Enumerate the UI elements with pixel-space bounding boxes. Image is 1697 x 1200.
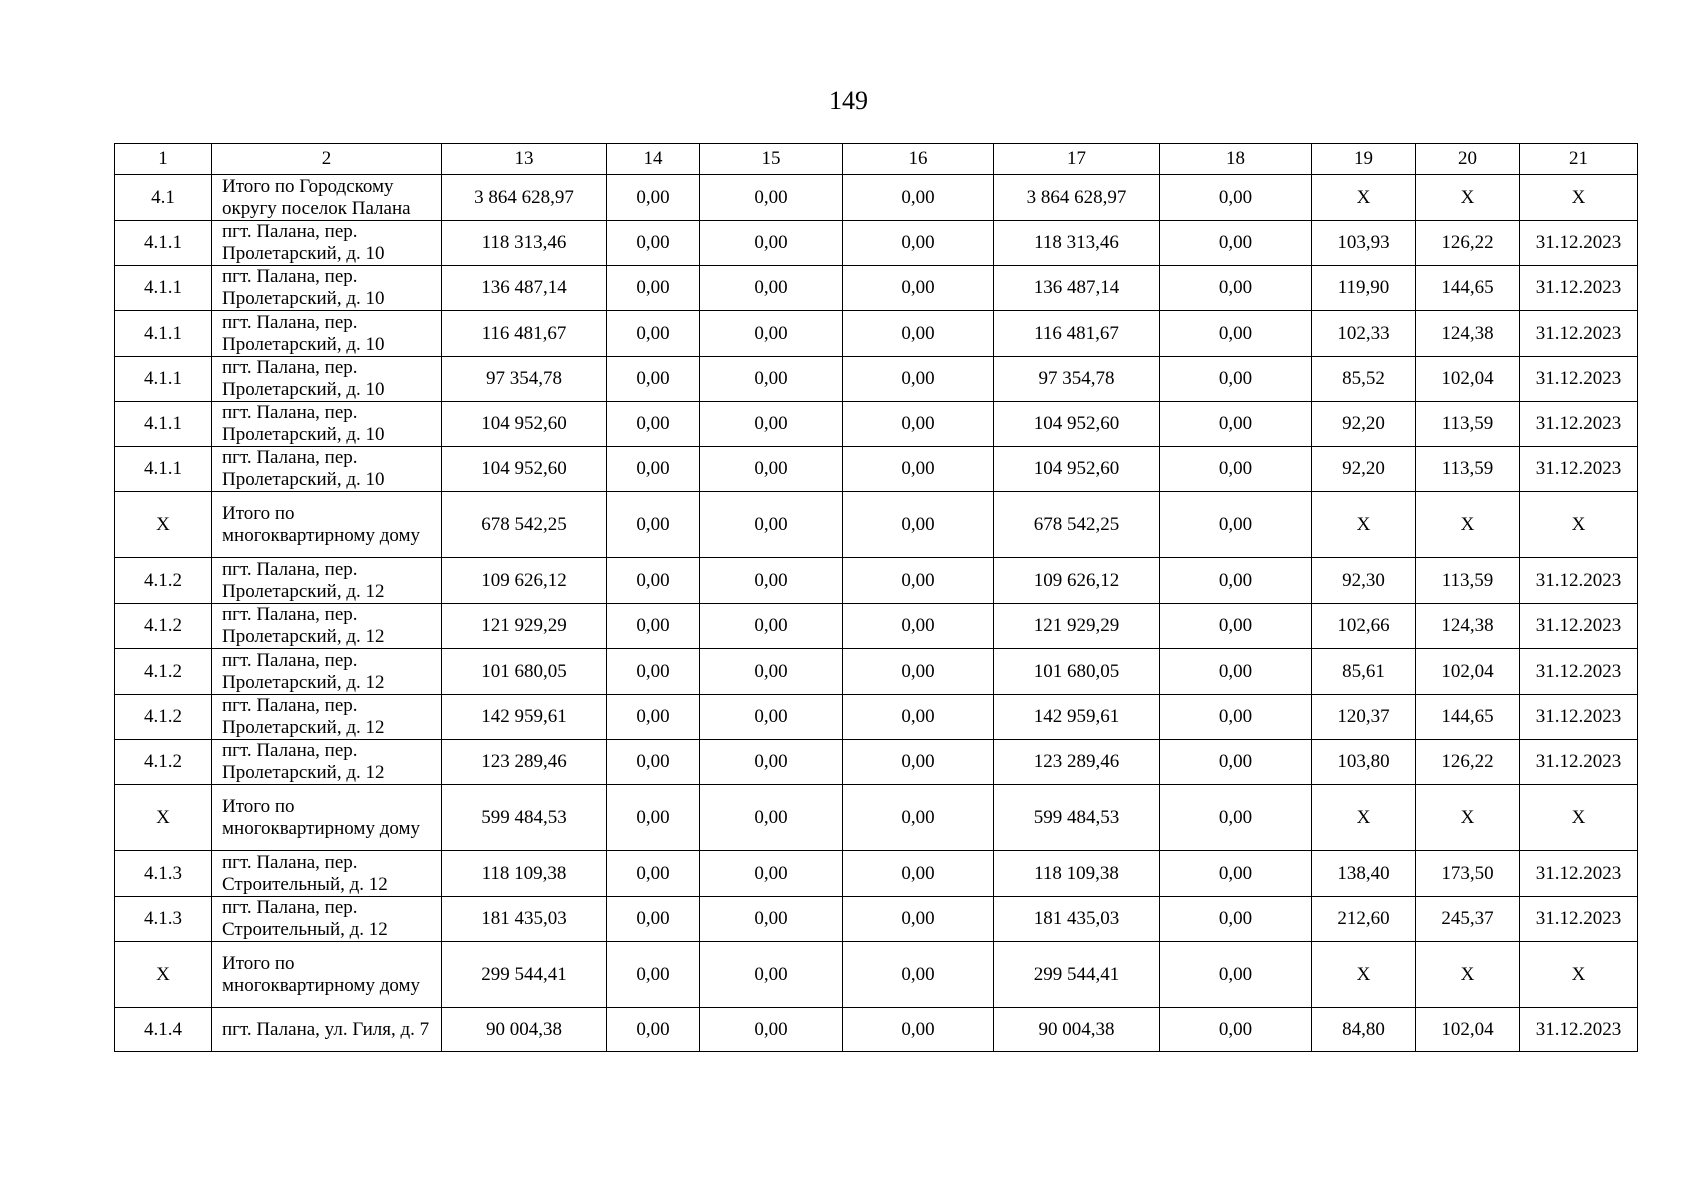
cell-col-20: Х xyxy=(1416,175,1520,221)
cell-col-21: Х xyxy=(1520,942,1638,1008)
cell-col-2: пгт. Палана, пер. Пролетарский, д. 10 xyxy=(212,221,442,266)
cell-col-1: 4.1.2 xyxy=(115,558,212,604)
cell-col-17: 678 542,25 xyxy=(994,492,1160,558)
cell-col-1: Х xyxy=(115,942,212,1008)
cell-col-17: 101 680,05 xyxy=(994,649,1160,695)
cell-col-19: 92,30 xyxy=(1312,558,1416,604)
cell-col-20: 113,59 xyxy=(1416,558,1520,604)
cell-col-13: 121 929,29 xyxy=(442,604,607,649)
cell-col-15: 0,00 xyxy=(700,175,843,221)
cell-col-20: 124,38 xyxy=(1416,311,1520,357)
cell-col-20: Х xyxy=(1416,942,1520,1008)
cell-col-2: пгт. Палана, пер. Пролетарский, д. 10 xyxy=(212,266,442,311)
cell-col-14: 0,00 xyxy=(607,740,700,785)
cell-col-20: 124,38 xyxy=(1416,604,1520,649)
cell-col-20: 144,65 xyxy=(1416,695,1520,740)
table-row xyxy=(115,357,1638,402)
cell-col-18: 0,00 xyxy=(1160,492,1312,558)
cell-col-15: 0,00 xyxy=(700,357,843,402)
cell-col-2: пгт. Палана, пер. Пролетарский, д. 12 xyxy=(212,695,442,740)
cell-col-21: 31.12.2023 xyxy=(1520,266,1638,311)
cell-col-20: 126,22 xyxy=(1416,740,1520,785)
cell-col-1: 4.1.4 xyxy=(115,1008,212,1052)
cell-col-18: 0,00 xyxy=(1160,604,1312,649)
cell-col-16: 0,00 xyxy=(843,221,994,266)
cell-col-17: 90 004,38 xyxy=(994,1008,1160,1052)
header-cell-col-2: 2 xyxy=(212,144,442,175)
cell-col-16: 0,00 xyxy=(843,1008,994,1052)
table-row xyxy=(115,604,1638,649)
cell-col-21: Х xyxy=(1520,175,1638,221)
cell-col-1: 4.1.1 xyxy=(115,357,212,402)
cell-col-18: 0,00 xyxy=(1160,851,1312,897)
cell-col-20: 245,37 xyxy=(1416,897,1520,942)
cell-col-18: 0,00 xyxy=(1160,897,1312,942)
cell-col-15: 0,00 xyxy=(700,785,843,851)
table-row xyxy=(115,1008,1638,1052)
cell-col-19: 85,52 xyxy=(1312,357,1416,402)
table-row xyxy=(115,785,1638,851)
cell-col-17: 299 544,41 xyxy=(994,942,1160,1008)
cell-col-21: 31.12.2023 xyxy=(1520,740,1638,785)
cell-col-13: 104 952,60 xyxy=(442,447,607,492)
cell-col-18: 0,00 xyxy=(1160,221,1312,266)
cell-col-13: 3 864 628,97 xyxy=(442,175,607,221)
cell-col-20: Х xyxy=(1416,785,1520,851)
header-cell-col-17: 17 xyxy=(994,144,1160,175)
cell-col-16: 0,00 xyxy=(843,402,994,447)
cell-col-17: 136 487,14 xyxy=(994,266,1160,311)
table-row xyxy=(115,897,1638,942)
cell-col-14: 0,00 xyxy=(607,357,700,402)
table-row xyxy=(115,266,1638,311)
cell-col-21: 31.12.2023 xyxy=(1520,221,1638,266)
cell-col-19: 92,20 xyxy=(1312,447,1416,492)
cell-col-13: 181 435,03 xyxy=(442,897,607,942)
cell-col-15: 0,00 xyxy=(700,402,843,447)
cell-col-13: 599 484,53 xyxy=(442,785,607,851)
cell-col-21: 31.12.2023 xyxy=(1520,357,1638,402)
cell-col-2: пгт. Палана, пер. Пролетарский, д. 10 xyxy=(212,447,442,492)
header-cell-col-18: 18 xyxy=(1160,144,1312,175)
cell-col-14: 0,00 xyxy=(607,785,700,851)
cell-col-14: 0,00 xyxy=(607,492,700,558)
table-row xyxy=(115,447,1638,492)
table-row xyxy=(115,402,1638,447)
cell-col-17: 3 864 628,97 xyxy=(994,175,1160,221)
table-row xyxy=(115,175,1638,221)
cell-col-20: 126,22 xyxy=(1416,221,1520,266)
cell-col-18: 0,00 xyxy=(1160,695,1312,740)
cell-col-15: 0,00 xyxy=(700,740,843,785)
cell-col-21: 31.12.2023 xyxy=(1520,897,1638,942)
cell-col-17: 104 952,60 xyxy=(994,447,1160,492)
cell-col-20: Х xyxy=(1416,492,1520,558)
cell-col-17: 118 313,46 xyxy=(994,221,1160,266)
cell-col-19: Х xyxy=(1312,785,1416,851)
table-row xyxy=(115,558,1638,604)
cell-col-18: 0,00 xyxy=(1160,1008,1312,1052)
cell-col-20: 102,04 xyxy=(1416,357,1520,402)
cell-col-17: 104 952,60 xyxy=(994,402,1160,447)
table-row xyxy=(115,311,1638,357)
cell-col-15: 0,00 xyxy=(700,695,843,740)
cell-col-1: 4.1.3 xyxy=(115,897,212,942)
cell-col-19: 119,90 xyxy=(1312,266,1416,311)
cell-col-1: Х xyxy=(115,785,212,851)
cell-col-20: 113,59 xyxy=(1416,447,1520,492)
cell-col-21: Х xyxy=(1520,492,1638,558)
cell-col-1: 4.1.1 xyxy=(115,311,212,357)
cell-col-17: 109 626,12 xyxy=(994,558,1160,604)
cell-col-18: 0,00 xyxy=(1160,558,1312,604)
cell-col-18: 0,00 xyxy=(1160,942,1312,1008)
cell-col-1: 4.1.2 xyxy=(115,649,212,695)
cell-col-19: 212,60 xyxy=(1312,897,1416,942)
cell-col-13: 136 487,14 xyxy=(442,266,607,311)
cell-col-19: 85,61 xyxy=(1312,649,1416,695)
table-row xyxy=(115,740,1638,785)
table-row xyxy=(115,942,1638,1008)
header-row xyxy=(115,144,1638,175)
cell-col-21: 31.12.2023 xyxy=(1520,402,1638,447)
cell-col-20: 144,65 xyxy=(1416,266,1520,311)
cell-col-16: 0,00 xyxy=(843,649,994,695)
cell-col-21: 31.12.2023 xyxy=(1520,558,1638,604)
table-row xyxy=(115,649,1638,695)
cell-col-19: 103,93 xyxy=(1312,221,1416,266)
table-row xyxy=(115,492,1638,558)
cell-col-19: Х xyxy=(1312,492,1416,558)
cell-col-16: 0,00 xyxy=(843,357,994,402)
cell-col-1: Х xyxy=(115,492,212,558)
cell-col-16: 0,00 xyxy=(843,942,994,1008)
cell-col-1: 4.1.2 xyxy=(115,740,212,785)
cell-col-1: 4.1.1 xyxy=(115,266,212,311)
cell-col-19: 138,40 xyxy=(1312,851,1416,897)
cell-col-21: 31.12.2023 xyxy=(1520,695,1638,740)
cell-col-14: 0,00 xyxy=(607,851,700,897)
cell-col-2: пгт. Палана, пер. Пролетарский, д. 12 xyxy=(212,649,442,695)
cell-col-17: 118 109,38 xyxy=(994,851,1160,897)
cell-col-21: 31.12.2023 xyxy=(1520,447,1638,492)
cell-col-19: 103,80 xyxy=(1312,740,1416,785)
header-cell-col-19: 19 xyxy=(1312,144,1416,175)
cell-col-18: 0,00 xyxy=(1160,175,1312,221)
cell-col-13: 104 952,60 xyxy=(442,402,607,447)
cell-col-14: 0,00 xyxy=(607,266,700,311)
cell-col-13: 116 481,67 xyxy=(442,311,607,357)
cell-col-16: 0,00 xyxy=(843,492,994,558)
cell-col-19: 92,20 xyxy=(1312,402,1416,447)
cell-col-15: 0,00 xyxy=(700,558,843,604)
cell-col-14: 0,00 xyxy=(607,604,700,649)
cell-col-19: 102,66 xyxy=(1312,604,1416,649)
cell-col-19: 102,33 xyxy=(1312,311,1416,357)
cell-col-17: 142 959,61 xyxy=(994,695,1160,740)
cell-col-16: 0,00 xyxy=(843,266,994,311)
cell-col-17: 599 484,53 xyxy=(994,785,1160,851)
cell-col-19: 84,80 xyxy=(1312,1008,1416,1052)
cell-col-1: 4.1.2 xyxy=(115,604,212,649)
cell-col-2: пгт. Палана, пер. Пролетарский, д. 10 xyxy=(212,402,442,447)
header-cell-col-13: 13 xyxy=(442,144,607,175)
table-row xyxy=(115,695,1638,740)
header-cell-col-21: 21 xyxy=(1520,144,1638,175)
cell-col-2: Итого по многоквартирному дому xyxy=(212,492,442,558)
cell-col-18: 0,00 xyxy=(1160,402,1312,447)
cell-col-13: 97 354,78 xyxy=(442,357,607,402)
cell-col-15: 0,00 xyxy=(700,311,843,357)
cell-col-18: 0,00 xyxy=(1160,740,1312,785)
cell-col-2: пгт. Палана, пер. Строительный, д. 12 xyxy=(212,897,442,942)
table-body xyxy=(115,144,1638,1052)
cell-col-15: 0,00 xyxy=(700,604,843,649)
cell-col-18: 0,00 xyxy=(1160,357,1312,402)
cell-col-2: пгт. Палана, пер. Пролетарский, д. 12 xyxy=(212,604,442,649)
cell-col-16: 0,00 xyxy=(843,311,994,357)
header-cell-col-16: 16 xyxy=(843,144,994,175)
cell-col-21: 31.12.2023 xyxy=(1520,851,1638,897)
cell-col-13: 299 544,41 xyxy=(442,942,607,1008)
cell-col-1: 4.1.3 xyxy=(115,851,212,897)
cell-col-20: 102,04 xyxy=(1416,1008,1520,1052)
cell-col-21: Х xyxy=(1520,785,1638,851)
cell-col-20: 113,59 xyxy=(1416,402,1520,447)
page-number: 149 xyxy=(829,86,868,115)
cell-col-16: 0,00 xyxy=(843,175,994,221)
cell-col-18: 0,00 xyxy=(1160,447,1312,492)
header-cell-col-15: 15 xyxy=(700,144,843,175)
cell-col-2: Итого по многоквартирному дому xyxy=(212,785,442,851)
cell-col-20: 102,04 xyxy=(1416,649,1520,695)
cell-col-14: 0,00 xyxy=(607,1008,700,1052)
data-table xyxy=(114,143,1638,1052)
cell-col-15: 0,00 xyxy=(700,1008,843,1052)
cell-col-16: 0,00 xyxy=(843,695,994,740)
cell-col-2: пгт. Палана, пер. Пролетарский, д. 10 xyxy=(212,311,442,357)
cell-col-13: 142 959,61 xyxy=(442,695,607,740)
cell-col-13: 109 626,12 xyxy=(442,558,607,604)
cell-col-13: 101 680,05 xyxy=(442,649,607,695)
cell-col-14: 0,00 xyxy=(607,175,700,221)
cell-col-2: пгт. Палана, пер. Пролетарский, д. 10 xyxy=(212,357,442,402)
cell-col-15: 0,00 xyxy=(700,649,843,695)
cell-col-16: 0,00 xyxy=(843,897,994,942)
cell-col-16: 0,00 xyxy=(843,851,994,897)
cell-col-14: 0,00 xyxy=(607,221,700,266)
cell-col-20: 173,50 xyxy=(1416,851,1520,897)
header-cell-col-1: 1 xyxy=(115,144,212,175)
cell-col-2: Итого по многоквартирному дому xyxy=(212,942,442,1008)
cell-col-21: 31.12.2023 xyxy=(1520,604,1638,649)
cell-col-17: 97 354,78 xyxy=(994,357,1160,402)
cell-col-15: 0,00 xyxy=(700,221,843,266)
cell-col-17: 181 435,03 xyxy=(994,897,1160,942)
cell-col-16: 0,00 xyxy=(843,604,994,649)
cell-col-15: 0,00 xyxy=(700,851,843,897)
cell-col-17: 116 481,67 xyxy=(994,311,1160,357)
cell-col-16: 0,00 xyxy=(843,785,994,851)
table-row xyxy=(115,221,1638,266)
cell-col-18: 0,00 xyxy=(1160,649,1312,695)
cell-col-1: 4.1.2 xyxy=(115,695,212,740)
header-cell-col-20: 20 xyxy=(1416,144,1520,175)
cell-col-13: 678 542,25 xyxy=(442,492,607,558)
cell-col-19: Х xyxy=(1312,942,1416,1008)
header-cell-col-14: 14 xyxy=(607,144,700,175)
cell-col-15: 0,00 xyxy=(700,492,843,558)
cell-col-18: 0,00 xyxy=(1160,266,1312,311)
cell-col-19: Х xyxy=(1312,175,1416,221)
cell-col-15: 0,00 xyxy=(700,266,843,311)
cell-col-14: 0,00 xyxy=(607,897,700,942)
cell-col-14: 0,00 xyxy=(607,558,700,604)
cell-col-1: 4.1 xyxy=(115,175,212,221)
cell-col-2: пгт. Палана, пер. Пролетарский, д. 12 xyxy=(212,558,442,604)
cell-col-15: 0,00 xyxy=(700,897,843,942)
cell-col-17: 121 929,29 xyxy=(994,604,1160,649)
cell-col-2: Итого по Городскому округу поселок Палана xyxy=(212,175,442,221)
cell-col-17: 123 289,46 xyxy=(994,740,1160,785)
cell-col-14: 0,00 xyxy=(607,695,700,740)
cell-col-14: 0,00 xyxy=(607,942,700,1008)
cell-col-16: 0,00 xyxy=(843,558,994,604)
cell-col-21: 31.12.2023 xyxy=(1520,311,1638,357)
cell-col-21: 31.12.2023 xyxy=(1520,1008,1638,1052)
cell-col-14: 0,00 xyxy=(607,649,700,695)
cell-col-13: 118 109,38 xyxy=(442,851,607,897)
cell-col-19: 120,37 xyxy=(1312,695,1416,740)
cell-col-13: 118 313,46 xyxy=(442,221,607,266)
cell-col-14: 0,00 xyxy=(607,447,700,492)
cell-col-1: 4.1.1 xyxy=(115,402,212,447)
cell-col-2: пгт. Палана, пер. Пролетарский, д. 12 xyxy=(212,740,442,785)
cell-col-1: 4.1.1 xyxy=(115,221,212,266)
cell-col-2: пгт. Палана, пер. Строительный, д. 12 xyxy=(212,851,442,897)
cell-col-13: 123 289,46 xyxy=(442,740,607,785)
cell-col-18: 0,00 xyxy=(1160,785,1312,851)
cell-col-21: 31.12.2023 xyxy=(1520,649,1638,695)
cell-col-18: 0,00 xyxy=(1160,311,1312,357)
cell-col-14: 0,00 xyxy=(607,311,700,357)
cell-col-16: 0,00 xyxy=(843,740,994,785)
cell-col-16: 0,00 xyxy=(843,447,994,492)
cell-col-15: 0,00 xyxy=(700,447,843,492)
cell-col-15: 0,00 xyxy=(700,942,843,1008)
cell-col-2: пгт. Палана, ул. Гиля, д. 7 xyxy=(212,1008,442,1052)
table-row xyxy=(115,851,1638,897)
cell-col-13: 90 004,38 xyxy=(442,1008,607,1052)
cell-col-14: 0,00 xyxy=(607,402,700,447)
cell-col-1: 4.1.1 xyxy=(115,447,212,492)
